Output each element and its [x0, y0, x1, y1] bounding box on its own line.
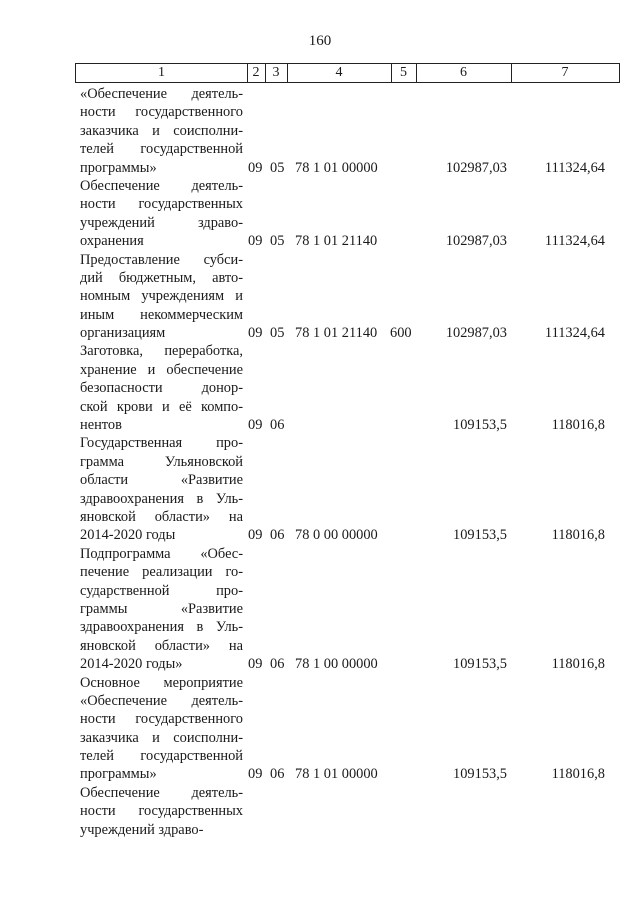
cell-col-3: 06 — [270, 766, 285, 783]
description-line: яновской области» на — [80, 637, 243, 654]
description-line: «Обеспечение деятель- — [80, 86, 243, 102]
cell-col-6: 109153,5 — [453, 766, 507, 783]
description-line: Государственная про- — [80, 435, 243, 452]
description-line: Предоставление субси- — [80, 251, 243, 268]
header-col-7: 7 — [561, 65, 569, 80]
cell-col-4: 78 1 01 21140 — [295, 325, 378, 342]
table-header — [75, 63, 620, 83]
cell-col-6: 102987,03 — [445, 233, 507, 250]
description-line: Подпрограмма «Обес- — [80, 545, 243, 562]
cell-col-4: 78 0 00 00000 — [295, 527, 378, 544]
table-row — [0, 784, 640, 839]
description-line: учреждений здраво- — [80, 821, 204, 838]
table-body — [0, 85, 640, 839]
cell-col-7: 111324,64 — [544, 159, 605, 176]
description-line: учреждений здраво- — [80, 214, 243, 231]
cell-col-3: 05 — [270, 233, 285, 250]
cell-col-6: 109153,5 — [453, 656, 507, 673]
description-line: области «Развитие — [80, 472, 243, 489]
table-row — [0, 434, 640, 544]
description-line: иным некоммерческим — [80, 306, 243, 323]
cell-col-7: 118016,8 — [551, 527, 605, 544]
cell-col-5: 600 — [390, 325, 412, 342]
table-row — [0, 251, 640, 343]
description-line: безопасности донор- — [80, 380, 243, 397]
description-line: печение реализации го- — [80, 564, 243, 581]
description-line: Обеспечение деятель- — [80, 177, 243, 194]
cell-col-2: 09 — [248, 159, 263, 176]
cell-col-6: 102987,03 — [445, 325, 507, 342]
cell-col-4: 78 1 00 00000 — [295, 656, 378, 673]
header-col-5: 5 — [400, 65, 407, 80]
description-line: номным учреждениям и — [80, 288, 243, 305]
header-col-6: 6 — [460, 65, 467, 80]
table-row — [0, 342, 640, 434]
header-col-3: 3 — [272, 65, 280, 80]
cell-col-2: 09 — [248, 656, 263, 673]
header-col-2: 2 — [252, 65, 260, 80]
table-row — [0, 177, 640, 251]
description-line: Заготовка, переработка, — [80, 343, 243, 360]
header-col-1: 1 — [158, 65, 165, 80]
cell-col-7: 111324,64 — [544, 233, 605, 250]
cell-col-7: 118016,8 — [551, 656, 605, 673]
cell-col-7: 111324,64 — [544, 325, 605, 342]
description-line: здравоохранения в Уль- — [80, 490, 243, 507]
description-line: охранения — [80, 233, 144, 250]
description-line: заказчика и соисполни- — [80, 122, 243, 139]
description-line: ности государственного — [80, 104, 243, 121]
cell-col-2: 09 — [248, 766, 263, 783]
description-line: ности государственных — [80, 803, 243, 820]
table-row — [0, 85, 640, 177]
description-line: ности государственного — [80, 711, 243, 728]
cell-col-4: 78 1 01 00000 — [295, 159, 378, 176]
description-line: «Обеспечение деятель- — [80, 692, 243, 709]
cell-col-3: 06 — [270, 656, 285, 673]
cell-col-4: 78 1 01 21140 — [295, 233, 378, 250]
cell-col-2: 09 — [248, 527, 263, 544]
cell-col-7: 118016,8 — [551, 417, 605, 434]
description-line: программы» — [80, 159, 157, 176]
description-line: Обеспечение деятель- — [80, 784, 243, 801]
description-line: ской крови и её компо- — [80, 398, 243, 415]
cell-col-2: 09 — [248, 417, 263, 434]
description-line: грамма Ульяновской — [80, 453, 243, 470]
cell-col-4: 78 1 01 00000 — [295, 766, 378, 783]
cell-col-3: 06 — [270, 417, 285, 434]
cell-col-2: 09 — [248, 233, 263, 250]
description-line: заказчика и соисполни- — [80, 729, 243, 746]
table-row — [0, 674, 640, 784]
cell-col-3: 06 — [270, 527, 285, 544]
description-line: яновской области» на — [80, 508, 243, 525]
description-line: 2014-2020 годы» — [80, 656, 183, 673]
cell-col-7: 118016,8 — [551, 766, 605, 783]
description-line: ности государственных — [80, 196, 243, 213]
description-line: сударственной про- — [80, 582, 243, 599]
description-line: дий бюджетным, авто- — [80, 269, 243, 286]
description-line: 2014-2020 годы — [80, 527, 176, 544]
description-line: граммы «Развитие — [80, 600, 243, 617]
description-line: телей государственной — [80, 141, 243, 158]
page-number: 160 — [308, 33, 332, 49]
description-line: здравоохранения в Уль- — [80, 619, 243, 636]
cell-col-6: 109153,5 — [453, 527, 507, 544]
description-line: нентов — [80, 417, 122, 434]
description-line: программы» — [80, 766, 157, 783]
description-line: организациям — [80, 325, 166, 342]
cell-col-3: 05 — [270, 325, 285, 342]
description-line: телей государственной — [80, 748, 243, 765]
cell-col-2: 09 — [248, 325, 263, 342]
cell-col-6: 109153,5 — [453, 417, 507, 434]
description-line: хранение и обеспечение — [80, 361, 243, 378]
table-row — [0, 545, 640, 674]
cell-col-6: 102987,03 — [445, 159, 507, 176]
description-line: Основное мероприятие — [80, 674, 243, 691]
header-col-4: 4 — [335, 65, 343, 80]
cell-col-3: 05 — [270, 159, 285, 176]
